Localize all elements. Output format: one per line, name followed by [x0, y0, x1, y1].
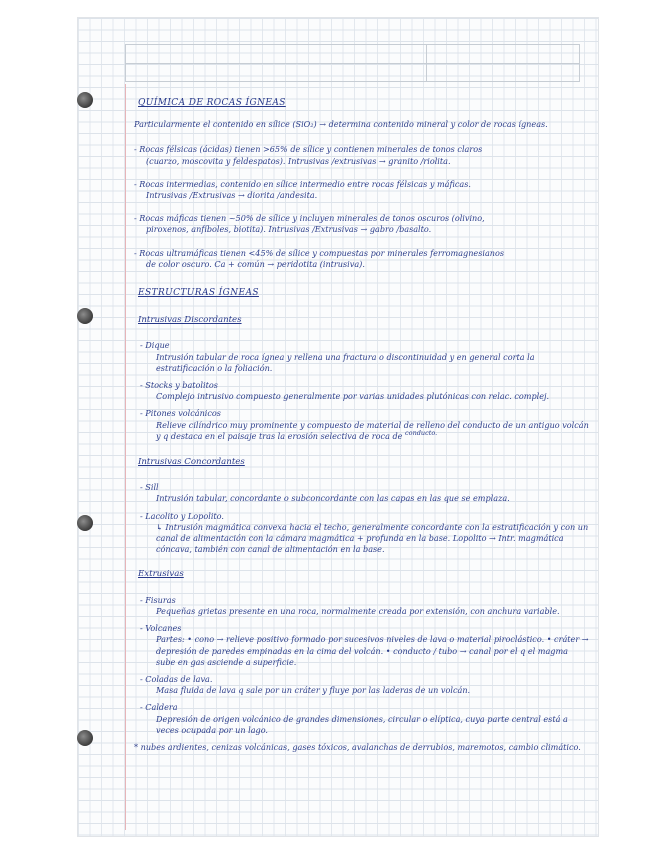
list-item: - Rocas intermedias, contenido en sílice intermedio entre rocas félsicas y máficas. Intrusivas /Extrusivas → diorita /andesita.	[134, 178, 471, 201]
section-title: ESTRUCTURAS ÍGNEAS	[138, 288, 259, 299]
margin-line	[125, 84, 126, 830]
list-item: - Fisuras Pequeñas grietas presente en una roca, normalmente creada por extensión, con anchura variable.	[140, 594, 560, 616]
intro-text: Particularmente el contenido en sílice (SiO₂) → determina contenido mineral y color de rocas ígneas.	[134, 119, 548, 130]
binder-hole	[77, 730, 93, 746]
list-item: - Caldera Depresión de origen volcánico de grandes dimensiones, circular o elíptica, cuya parte central está a veces ocupada por un lago.	[140, 702, 568, 735]
footer-note: * nubes ardientes, cenizas volcánicas, gases tóxicos, avalanchas de derrubios, maremotos, cambio climático.	[134, 741, 581, 752]
list-item: - Stocks y batolitos Complejo intrusivo compuesto generalmente por varias unidades plutónicas con relac. complej.	[140, 380, 550, 402]
list-item: - Dique Intrusión tabular de roca ígnea y rellena una fractura o discontinuidad y en general corta la estratificación o la foliación.	[140, 340, 535, 373]
list-item: - Sill Intrusión tabular, concordante o subconcordante con las capas en las que se emplaza.	[140, 482, 510, 504]
binder-hole	[77, 308, 93, 324]
header-box	[125, 44, 580, 82]
list-item: - Rocas félsicas (ácidas) tienen >65% de sílice y contienen minerales de tonos claros (cuarzo, moscovita y feldespatos). Intrusivas /extrusivas → granito /riolita.	[134, 144, 483, 166]
subsection-title: Intrusivas Discordantes	[138, 315, 242, 326]
subsection-title: Extrusivas	[138, 569, 184, 580]
binder-hole	[77, 515, 93, 531]
notes-content	[134, 92, 589, 753]
list-item: - Rocas máficas tienen ~50% de sílice y incluyen minerales de tonos oscuros (olivino, piroxenos, anfíboles, biotita). Intrusivas /Extrusivas → gabro /basalto.	[134, 213, 485, 235]
list-item: - Lacolito y Lopolito. ↳ Intrusión magmática convexa hacia el techo, generalmente concordante con la estratificación y con un canal de alimentación con la cámara magmática + profunda en la base. Lopolito → Intr. magmática cóncava, también con canal de alimentación en la base.	[140, 510, 589, 555]
binder-hole	[77, 92, 93, 108]
list-item: - Pitones volcánicos Relieve cilíndrico muy prominente y compuesto de material de relleno del conducto de un antiguo volcán y q destaca en el paisaje tras la erosión selectiva de roca de $^{conducto.}$	[140, 408, 589, 441]
list-item: - Coladas de lava. Masa fluida de lava q sale por un cráter y fluye por las laderas de un volcán.	[140, 673, 471, 696]
section-title: QUÍMICA DE ROCAS ÍGNEAS	[138, 98, 286, 108]
subsection-title: Intrusivas Concordantes	[138, 457, 245, 468]
list-item: - Volcanes Partes: • cono → relieve positivo formado por sucesivos niveles de lava o material piroclástico. • cráter → depresión de paredes empinadas en la cima del volcán. • conducto / tubo → canal por el q el magma sube en gas asciende a superficie.	[140, 623, 589, 667]
list-item: - Rocas ultramáficas tienen <45% de sílice y compuestas por minerales ferromagnesianos de color oscuro. Ca + común → peridotita (intrusiva).	[134, 247, 505, 269]
